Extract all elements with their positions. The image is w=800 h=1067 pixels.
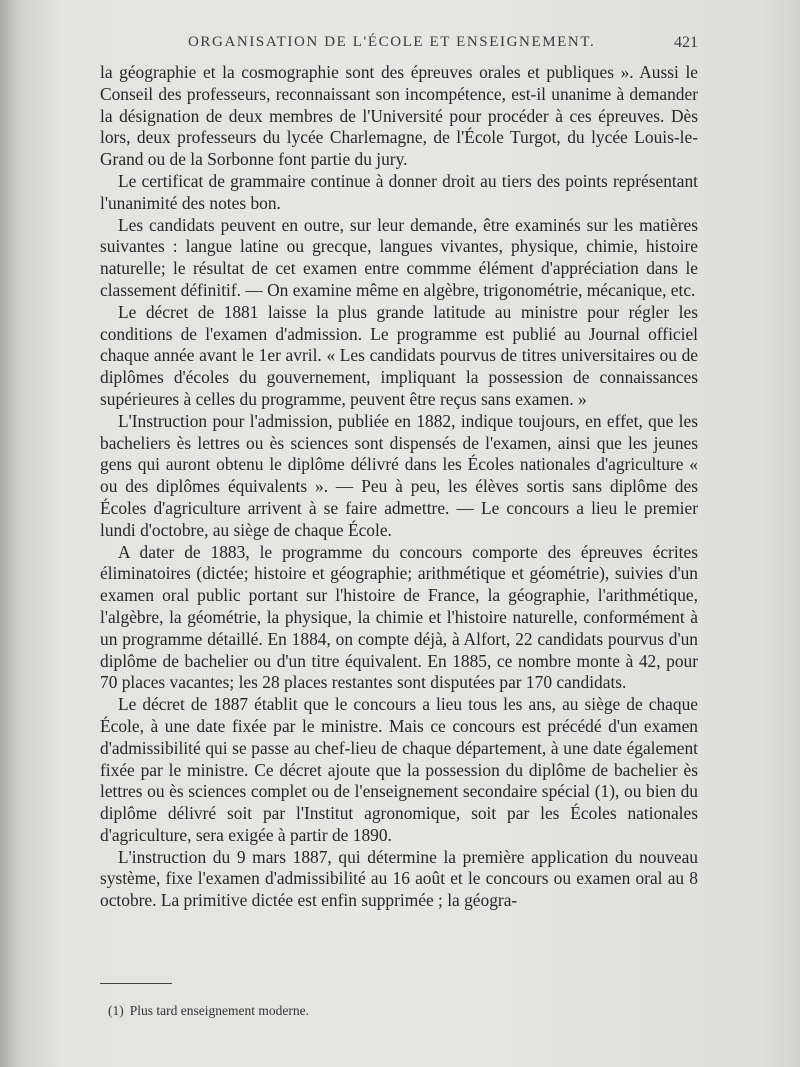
footnote-text: Plus tard enseignement moderne. (129, 1003, 309, 1018)
paragraph-6: A dater de 1883, le programme du concours comporte des épreuves écrites éliminatoires (dictée; histoire et géographie; arithmétique et géométrie), suivies d'un examen oral public portant sur l'histoire de France, la géographie, l'arithmétique, l'algèbre, la géométrie, la physique, la chimie et l'histoire naturelle, conformément à un programme détaillé. En 1884, on compte déjà, à Alfort, 22 candidats pourvus d'un diplôme de bachelier ou d'un titre équivalent. En 1885, ce nombre monte à 42, pour 70 places vacantes; les 28 places restantes sont disputées par 170 candidats. (100, 541, 698, 693)
page-header (100, 34, 698, 56)
paragraph-4: Le décret de 1881 laisse la plus grande latitude au ministre pour régler les conditions de l'examen d'admission. Le programme est publié au Journal officiel chaque année avant le 1er avril. « Les candidats pourvus de titres universitaires ou de diplômes d'écoles du gouvernement, impliquant la possession de connaissances supérieures à celles du programme, peuvent être reçus sans examen. » (100, 301, 698, 409)
paragraph-8: L'instruction du 9 mars 1887, qui détermine la première application du nouveau système, fixe l'examen d'admissibilité au 16 août et le concours ou examen oral au 8 octobre. La primitive dictée est enfin supprimée ; la géogra- (100, 846, 698, 911)
body-text (100, 62, 698, 912)
footnote-divider (100, 983, 172, 984)
paragraph-2: Le certificat de grammaire continue à donner droit au tiers des points représentant l'unanimité des notes bon. (100, 170, 698, 213)
paragraph-3: Les candidats peuvent en outre, sur leur demande, être examinés sur les matières suivantes : langue latine ou grecque, langues vivantes, physique, chimie, histoire naturelle; le résultat de cet examen entre commme élément d'appréciation dans le classement définitif. — On examine même en algèbre, trigonométrie, mécanique, etc. (100, 214, 698, 300)
footnote (108, 1003, 309, 1019)
running-title: ORGANISATION DE L'ÉCOLE ET ENSEIGNEMENT. (188, 34, 596, 50)
footnote-marker: (1) (108, 1003, 124, 1018)
paragraph-1: la géographie et la cosmographie sont des épreuves orales et publiques ». Aussi le Conseil des professeurs, reconnaissant son incompétence, est-il unanime à demander la désignation de deux membres de l'Université pour procéder à ces épreuves. Dès lors, deux professeurs du lycée Charlemagne, de l'École Turgot, du lycée Louis-le-Grand ou de la Sorbonne font partie du jury. (100, 62, 698, 170)
paragraph-5: L'Instruction pour l'admission, publiée en 1882, indique toujours, en effet, que les bacheliers ès lettres ou ès sciences sont dispensés de l'examen, ainsi que les jeunes gens qui auront obtenu le diplôme délivré dans les Écoles nationales d'agriculture « ou des diplômes équivalents ». — Peu à peu, les élèves sortis sans diplôme des Écoles d'agriculture arrivent à se faire admettre. — Le concours a lieu le premier lundi d'octobre, au siège de chaque École. (100, 410, 698, 540)
page-number: 421 (674, 34, 698, 51)
paragraph-7: Le décret de 1887 établit que le concours a lieu tous les ans, au siège de chaque École, à une date fixée par le ministre. Mais ce concours est précédé d'un examen d'admissibilité qui se passe au chef-lieu de chaque département, à une date également fixée par le ministre. Ce décret ajoute que la possession du diplôme de bachelier ès lettres ou ès sciences complet ou de l'enseignement secondaire spécial (1), ou bien du diplôme délivré soit par l'Institut agronomique, soit par les Écoles nationales d'agriculture, sera exigée à partir de 1890. (100, 694, 698, 845)
